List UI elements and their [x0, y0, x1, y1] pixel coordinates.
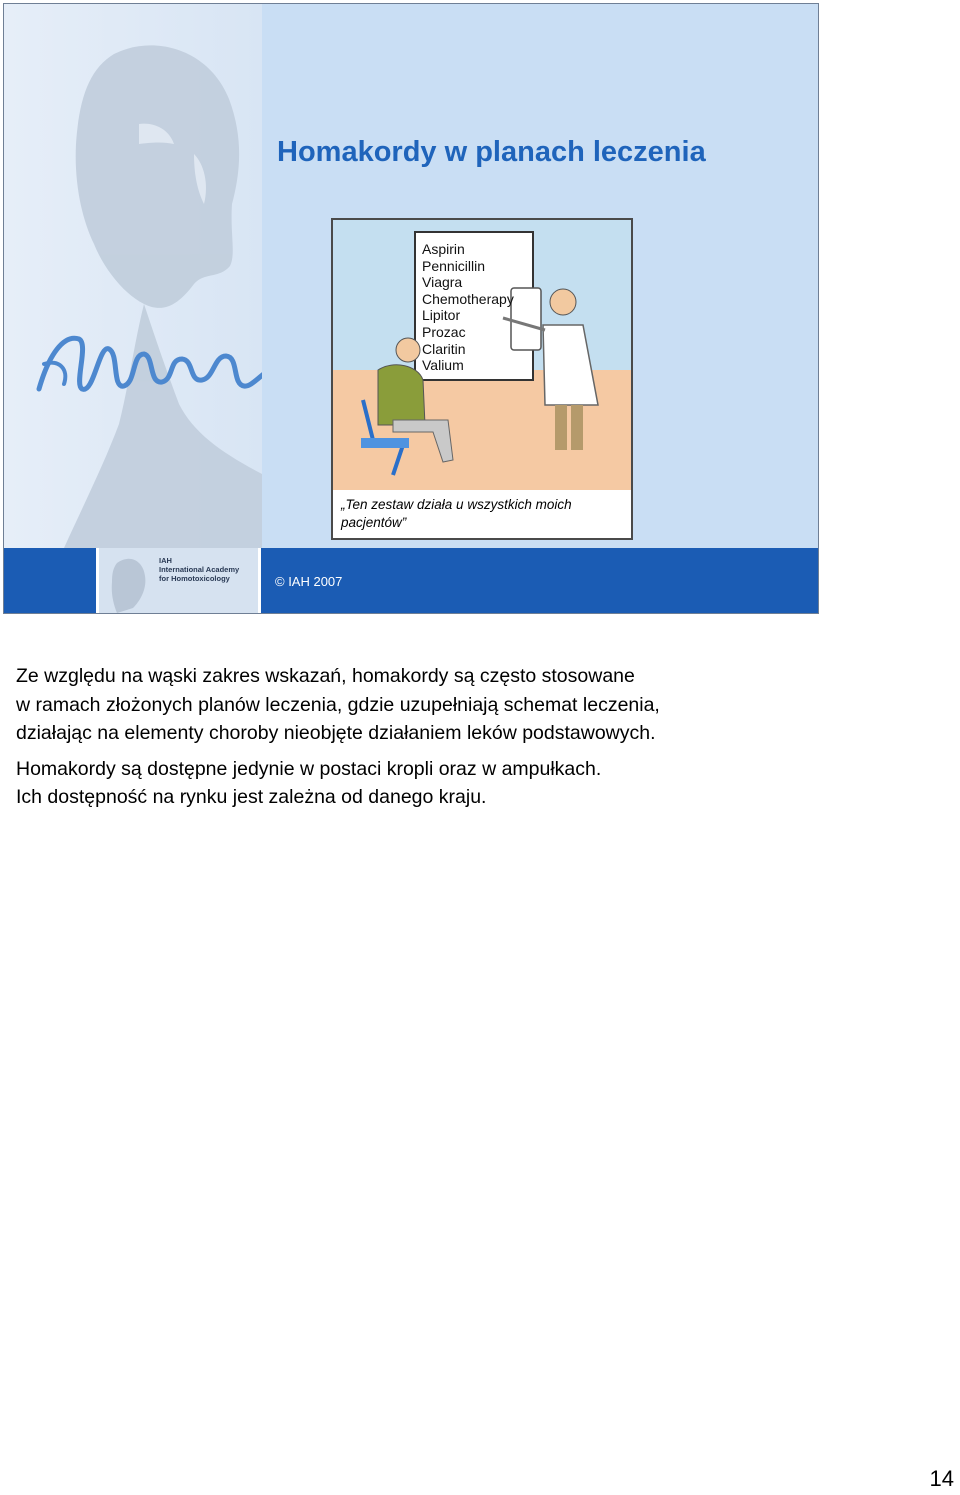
drug-item: Claritin: [422, 340, 466, 357]
notes-line: Homakordy są dostępne jedynie w postaci kropli oraz w ampułkach.: [16, 757, 602, 780]
logo-line: IAH: [159, 556, 172, 565]
drug-list: [422, 241, 514, 374]
drug-item: Lipitor: [422, 307, 461, 324]
drug-item: Valium: [422, 357, 464, 374]
slide-title: Homakordy w planach leczenia: [277, 136, 706, 168]
drug-item: Aspirin: [422, 241, 465, 257]
notes-paragraph-1: [16, 662, 936, 748]
page-number: 14: [929, 1466, 954, 1491]
presentation-slide: [3, 3, 819, 614]
cartoon-illustration: [331, 218, 633, 540]
drug-item: Chemotherapy: [422, 290, 514, 307]
logo-line: for Homotoxicology: [159, 574, 230, 583]
logo-text: [159, 556, 239, 583]
portrait-signature-image: [4, 4, 262, 548]
notes-text: [16, 662, 936, 812]
notes-line: Ze względu na wąski zakres wskazań, homakordy są często stosowane: [16, 665, 635, 687]
notes-line: działając na elementy choroby nieobjęte działaniem leków podstawowych.: [16, 722, 656, 744]
iah-logo: [96, 548, 261, 613]
slide-footer: [4, 548, 818, 613]
cartoon-caption: „Ten zestaw działa u wszystkich moich pacjentów”: [341, 497, 572, 530]
logo-portrait-icon: [103, 548, 153, 613]
notes-line: Ich dostępność na rynku jest zależna od danego kraju.: [16, 786, 487, 808]
notes-paragraph-2: [16, 755, 936, 812]
copyright-text: © IAH 2007: [275, 574, 343, 589]
drug-item: Pennicillin: [422, 257, 486, 274]
drug-item: Viagra: [422, 274, 463, 291]
logo-line: International Academy: [159, 565, 240, 574]
drug-item: Prozac: [422, 323, 466, 340]
notes-line: w ramach złożonych planów leczenia, gdzie uzupełniają schemat leczenia,: [16, 693, 660, 716]
